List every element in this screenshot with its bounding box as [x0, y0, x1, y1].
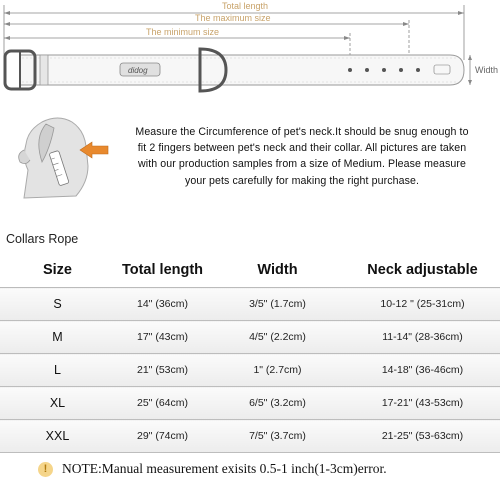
cell-neck-adjustable: 10-12 " (25-31cm)	[345, 288, 500, 321]
collar-diagram	[0, 0, 500, 100]
cell-width: 7/5" (3.7cm)	[210, 420, 345, 453]
cell-size: XL	[0, 387, 115, 420]
minimum-size-label: The minimum size	[146, 27, 220, 37]
cell-neck-adjustable: 17-21" (43-53cm)	[345, 387, 500, 420]
cell-neck-adjustable: 21-25" (53-63cm)	[345, 420, 500, 453]
measure-instructions: Measure the Circumference of pet's neck.It should be snug enough to fit 2 fingers between pet's neck and their collar. All pictures are taken with our production samples from a size of Medium. Please measure your pets carefully for making the right purchase.	[135, 126, 469, 187]
cell-size: L	[0, 354, 115, 387]
cell-size: S	[0, 288, 115, 321]
logo-text: didog	[128, 66, 148, 75]
width-label: Width	[475, 65, 499, 75]
cell-total-length: 21" (53cm)	[115, 354, 210, 387]
cell-total-length: 17" (43cm)	[115, 321, 210, 354]
table-row	[0, 387, 500, 420]
note-text: NOTE:Manual measurement exisits 0.5-1 inch(1-3cm)error.	[62, 461, 387, 476]
table-row	[0, 321, 500, 354]
table-header-row	[0, 253, 500, 288]
table-row	[0, 288, 500, 321]
size-table	[0, 253, 500, 453]
cell-width: 6/5" (3.2cm)	[210, 387, 345, 420]
section-label: Collars Rope	[6, 232, 79, 246]
cell-total-length: 29" (74cm)	[115, 420, 210, 453]
cell-total-length: 14" (36cm)	[115, 288, 210, 321]
cell-width: 3/5" (1.7cm)	[210, 288, 345, 321]
table-row	[0, 420, 500, 453]
cell-size: M	[0, 321, 115, 354]
header-total-length: Total length	[115, 253, 210, 288]
header-size: Size	[0, 253, 115, 288]
warning-icon: !	[38, 462, 53, 477]
total-length-label: Total length	[222, 1, 269, 11]
maximum-size-label: The maximum size	[195, 13, 271, 23]
header-neck-adjustable: Neck adjustable	[345, 253, 500, 288]
header-width: Width	[210, 253, 345, 288]
note	[38, 461, 387, 477]
cell-width: 1" (2.7cm)	[210, 354, 345, 387]
cell-total-length: 25" (64cm)	[115, 387, 210, 420]
collar-strap	[5, 49, 464, 91]
cell-neck-adjustable: 14-18" (36-46cm)	[345, 354, 500, 387]
cell-neck-adjustable: 11-14" (28-36cm)	[345, 321, 500, 354]
dog-neck-illustration	[14, 110, 110, 202]
cell-width: 4/5" (2.2cm)	[210, 321, 345, 354]
cell-size: XXL	[0, 420, 115, 453]
table-row	[0, 354, 500, 387]
